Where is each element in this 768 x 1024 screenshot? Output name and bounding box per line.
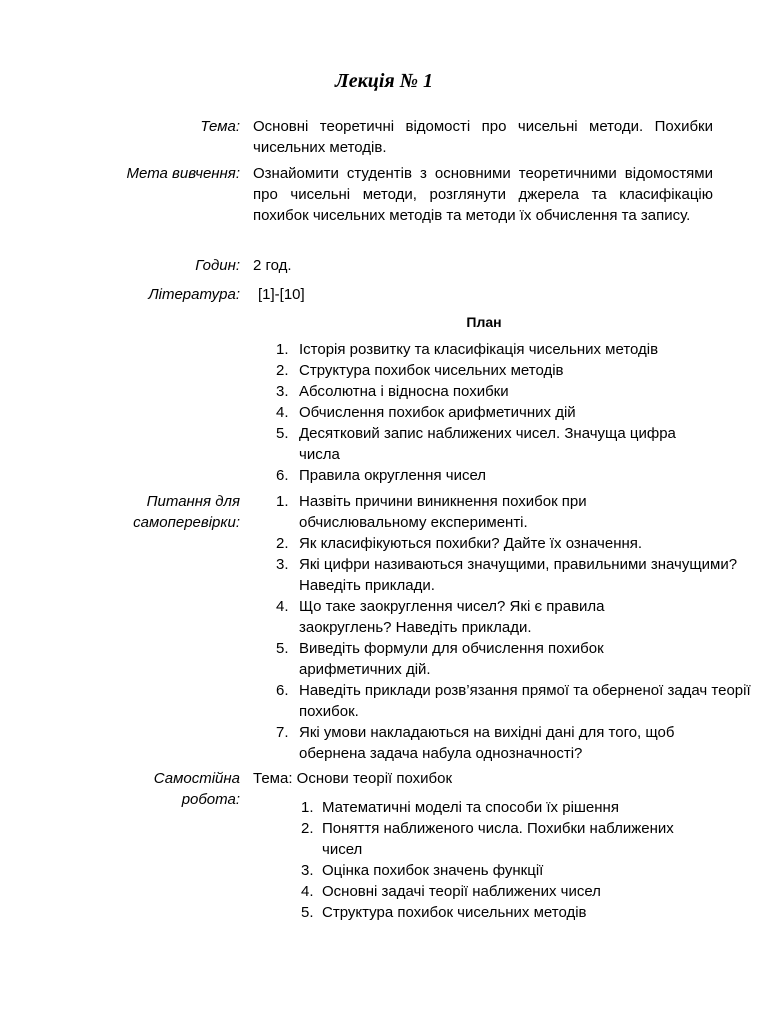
selfwork-item: 3. Оцінка похибок значень функції: [301, 862, 544, 879]
literature-label: Література:: [148, 286, 240, 303]
literature-text: [1]-[10]: [258, 286, 305, 303]
selfwork-item: 4. Основні задачі теорії наближених чисел: [301, 883, 601, 900]
question-item: 4. Що таке заокруглення чисел? Які є правила заокруглень? Наведіть приклади.: [276, 598, 605, 636]
topic-label: Тема:: [200, 118, 240, 135]
question-item: 5. Виведіть формули для обчислення похибок арифметичних дій.: [276, 640, 604, 678]
plan-item: 1. Історія розвитку та класифікація чисельних методів: [276, 341, 659, 358]
hours-label: Годин:: [195, 257, 240, 274]
plan-item: 6. Правила округлення чисел: [276, 467, 487, 484]
question-item: 7. Які умови накладаються на вихідні дані для того, щоб обернена задача набула однозначності?: [276, 724, 675, 762]
goal-text: Ознайомити студентів з основними теоретичними відомостями про чисельні методи, розглянути джерела та класифікацію похибок чисельних методів та методи їх обчислення та запису.: [253, 165, 713, 224]
topic-text: Основні теоретичні відомості про чисельні методи. Похибки чисельних методів.: [253, 118, 713, 156]
question-item: 2. Як класифікуються похибки? Дайте їх означення.: [276, 535, 643, 552]
selfwork-label: Самостійна робота:: [153, 770, 240, 808]
question-item: 6. Наведіть приклади розв’язання прямої та оберненої задач теорії похибок.: [276, 682, 751, 720]
hours-text: 2 год.: [253, 257, 292, 274]
selfwork-list: [253, 797, 713, 923]
questions-label: Питання для самоперевірки:: [133, 493, 240, 531]
question-item: 3. Які цифри називаються значущими, правильними значущими? Наведіть приклади.: [276, 556, 738, 594]
selfwork-item: 1. Математичні моделі та способи їх рішення: [301, 799, 619, 816]
goal-label: Мета вивчення:: [126, 165, 240, 182]
selfwork-topic: Тема: Основи теорії похибок: [253, 770, 453, 787]
lecture-title: Лекція № 1: [334, 70, 434, 92]
plan-item: 5. Десятковий запис наближених чисел. Значуща цифра числа: [276, 425, 676, 463]
questions-list: [253, 491, 751, 764]
plan-list: [253, 339, 723, 486]
selfwork-item: 5. Структура похибок чисельних методів: [301, 904, 587, 921]
plan-item: 2. Структура похибок чисельних методів: [276, 362, 564, 379]
plan-title: План: [466, 314, 502, 330]
question-item: 1. Назвіть причини виникнення похибок при обчислювальному експерименті.: [276, 493, 587, 531]
plan-item: 4. Обчислення похибок арифметичних дій: [276, 404, 576, 421]
plan-item: 3. Абсолютна і відносна похибки: [276, 383, 509, 400]
selfwork-item: 2. Поняття наближеного числа. Похибки наближених чисел: [301, 820, 674, 858]
